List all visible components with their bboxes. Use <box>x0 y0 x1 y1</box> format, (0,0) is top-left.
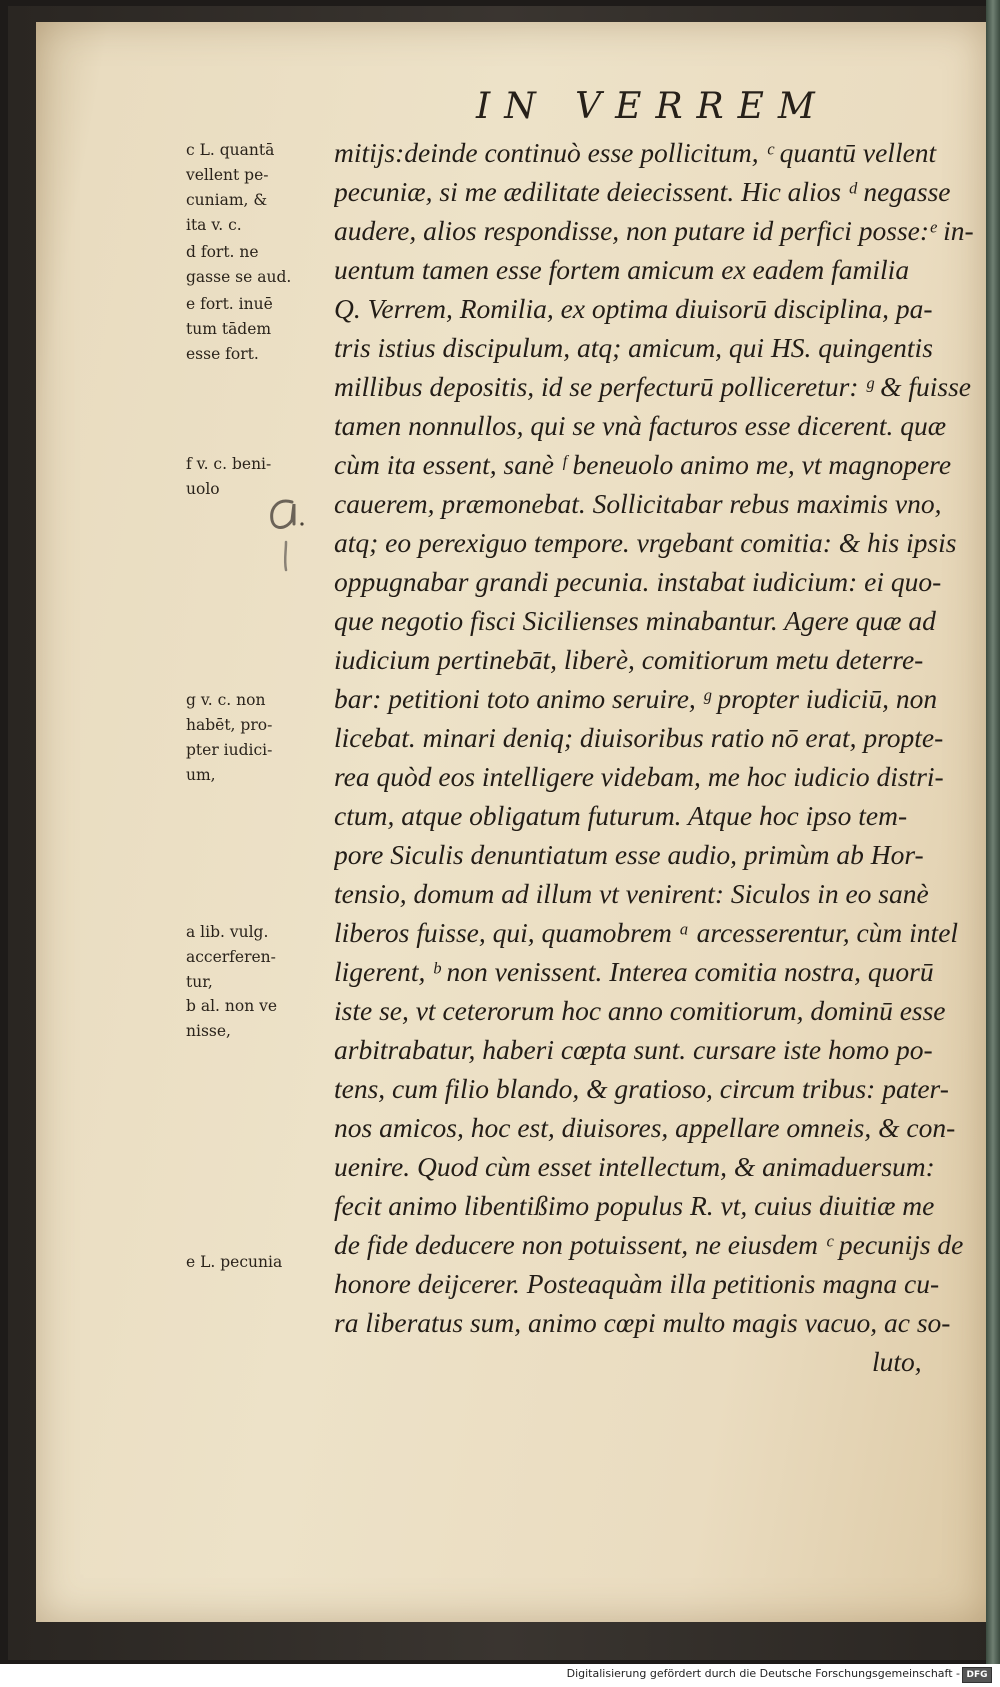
text-line: uentum tamen esse fortem amicum ex eadem familia <box>334 254 910 285</box>
text-line: arbitrabatur, haberi cœpta sunt. cursare iste homo po- <box>334 1034 933 1065</box>
text-line: que negotio fisci Sicilienses minabantur. Agere quæ ad <box>334 605 936 636</box>
text-line: atq; eo perexiguo tempore. vrgebant comitia: & his ipsis <box>334 527 957 558</box>
text-line: rea quòd eos intelligere videbam, me hoc iudicio distri- <box>334 761 944 792</box>
handwritten-mark <box>264 494 304 574</box>
margin-note: b al. non ve nisse, <box>186 997 278 1040</box>
catchword: luto, <box>872 1346 922 1377</box>
text-line: fecit animo libentißimo populus R. vt, cuius diuitiæ me <box>334 1190 935 1221</box>
text-line: cauerem, præmonebat. Sollicitabar rebus maximis vno, <box>334 488 942 519</box>
dfg-logo: DFG <box>962 1667 992 1683</box>
margin-note: e L. pecunia <box>186 1253 283 1271</box>
text-line: tris istius discipulum, atq; amicum, qui HS. quingentis <box>334 332 933 363</box>
text-line: ligerent, ᵇ non venissent. Interea comitia nostra, quorū <box>334 956 934 987</box>
text-line: pecuniæ, si me ædilitate deiecissent. Hic alios ᵈ negasse <box>334 176 951 207</box>
margin-note: e fort. inuē tum tādem esse fort. <box>186 295 273 363</box>
text-line: honore deijcerer. Posteaquàm illa petitionis magna cu- <box>334 1268 940 1299</box>
text-line: audere, alios respondisse, non putare id perfici posse:ᵉ in- <box>334 215 974 246</box>
text-line: millibus depositis, id se perfecturū polliceretur: ᵍ & fuisse <box>334 371 971 402</box>
footer-credit: Digitalisierung gefördert durch die Deutsche Forschungsgemeinschaft - <box>566 1667 960 1680</box>
text-line: oppugnabar grandi pecunia. instabat iudicium: ei quo- <box>334 566 942 597</box>
margin-note: g v. c. non habēt, pro- pter iudici- um, <box>186 691 273 784</box>
text-line: uenire. Quod cùm esset intellectum, & animaduersum: <box>334 1151 935 1182</box>
text-line: de fide deducere non potuissent, ne eiusdem ᶜ pecunijs de <box>334 1229 964 1260</box>
text-line: liberos fuisse, qui, quamobrem ᵃ arcesserentur, cùm intel <box>334 917 959 948</box>
running-head: IN VERREM <box>476 86 829 127</box>
footer-bar <box>0 1664 1000 1687</box>
text-line: tens, cum filio blando, & gratioso, circum tribus: pater- <box>334 1073 949 1104</box>
text-line: nos amicos, hoc est, diuisores, appellare omneis, & con- <box>334 1112 956 1143</box>
text-line: cùm ita essent, sanè ᶠ beneuolo animo me, vt magnopere <box>334 449 952 480</box>
text-line: mitijs:deinde continuò esse pollicitum, ᶜ quantū vellent <box>334 137 937 168</box>
book-spine <box>986 0 1000 1664</box>
text-line: licebat. minari deniq; diuisoribus ratio nō erat, propte- <box>334 722 944 753</box>
text-line: ctum, atque obligatum futurum. Atque hoc ipso tem- <box>334 800 908 831</box>
margin-note: c L. quantā vellent pe- cuniam, & ita v. c. <box>186 141 275 234</box>
margin-note: f v. c. beni- uolo <box>186 455 272 498</box>
text-line: iudicium pertinebāt, liberè, comitiorum metu deterre- <box>334 644 924 675</box>
page-paper <box>36 22 986 1622</box>
text-line: Q. Verrem, Romilia, ex optima diuisorū disciplina, pa- <box>334 293 933 324</box>
text-line: tamen nonnullos, qui se vnà facturos esse dicerent. quæ <box>334 410 947 441</box>
margin-note: a lib. vulg. accerferen- tur, <box>186 923 276 991</box>
text-line: pore Siculis denuntiatum esse audio, primùm ab Hor- <box>334 839 924 870</box>
text-line: bar: petitioni toto animo seruire, ᵍ propter iudiciū, non <box>334 683 938 714</box>
text-line: iste se, vt ceterorum hoc anno comitiorum, dominū esse <box>334 995 946 1026</box>
text-line: tensio, domum ad illum vt venirent: Siculos in eo sanè <box>334 878 929 909</box>
margin-note: d fort. ne gasse se aud. <box>186 243 292 286</box>
text-line: ra liberatus sum, animo cœpi multo magis vacuo, ac so- <box>334 1307 951 1338</box>
